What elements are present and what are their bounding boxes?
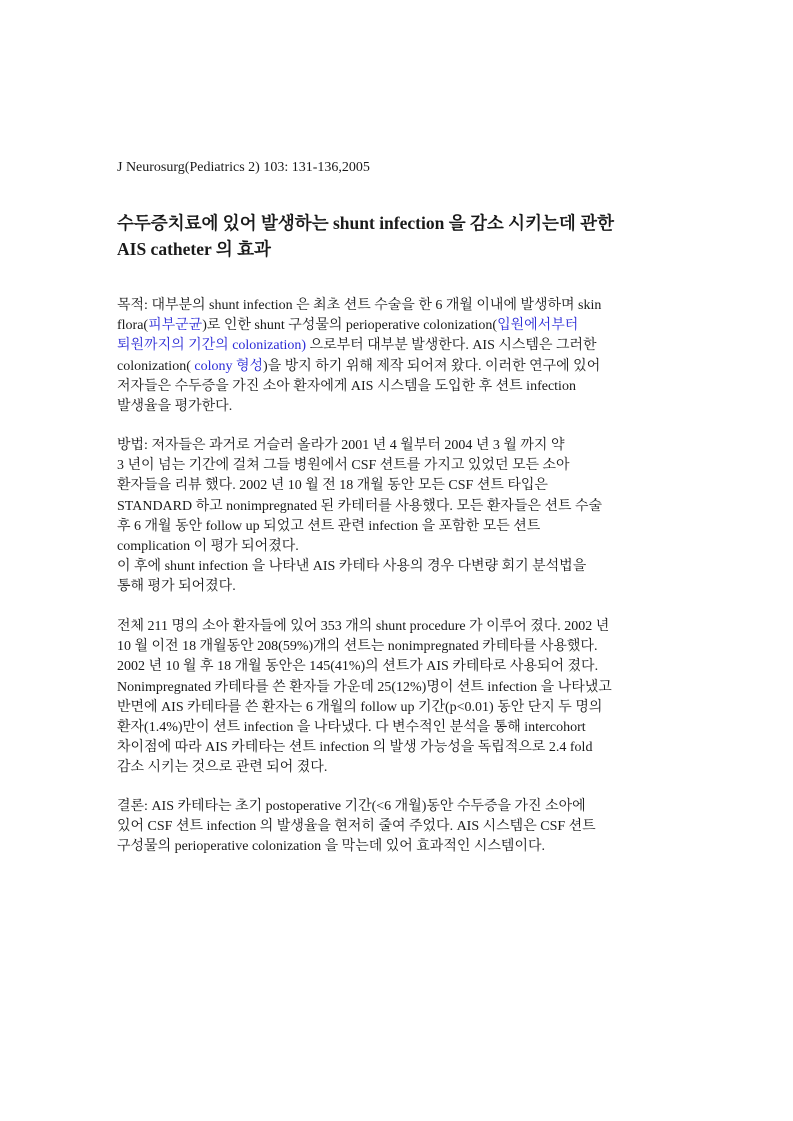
conclusion-line-2: 있어 CSF 션트 infection 의 발생율을 현저히 줄여 주었다. AIS 시스템은 CSF 션트: [117, 819, 596, 835]
purpose-line-4-text-b: )을 방지 하기 위해 제작 되어져 왔다. 이러한 연구에 있어: [263, 358, 601, 374]
results-line-7: 차이점에 따라 AIS 카테타는 션트 infection 의 발생 가능성을 독립적으로 2.4 fold: [117, 740, 593, 756]
purpose-line-2: [117, 316, 601, 336]
purpose-line-3-text: 으로부터 대부분 발생한다. AIS 시스템은 그러한: [306, 338, 597, 354]
conclusion-line-1: 결론: AIS 카테타는 초기 postoperative 기간(<6 개월)동안 수두증을 가진 소아에: [117, 799, 586, 814]
methods-paragraph: [117, 436, 602, 598]
purpose-line-2-text-a: flora(: [117, 318, 149, 334]
conclusion-paragraph: [117, 797, 596, 858]
results-line-3: 2002 년 10 월 후 18 개월 동안은 145(41%)의 션트가 AIS 카테타로 사용되어 졌다.: [117, 659, 599, 675]
purpose-line-5: 저자들은 수두증을 가진 소아 환자에게 AIS 시스템을 도입한 후 션트 infection: [117, 378, 576, 394]
title-line-2: AIS catheter 의 효과: [117, 239, 271, 259]
results-line-5: 반면에 AIS 카테타를 쓴 환자는 6 개월의 follow up 기간(p<0.01) 동안 단지 두 명의: [117, 699, 603, 715]
citation: J Neurosurg(Pediatrics 2) 103: 131-136,2005: [117, 160, 370, 175]
methods-line-3: 환자들을 리뷰 했다. 2002 년 10 월 전 18 개월 동안 모든 CSF 션트 타입은: [117, 478, 548, 494]
purpose-highlight-admission: 입원에서부터: [497, 318, 579, 334]
methods-line-6: complication 이 평가 되어졌다.: [117, 539, 299, 555]
methods-line-8: 통해 평가 되어졌다.: [117, 579, 236, 595]
article-title: [117, 210, 614, 262]
results-line-6: 환자(1.4%)만이 션트 infection 을 나타냈다. 다 변수적인 분석을 통해 intercohort: [117, 720, 586, 736]
methods-line-1: 방법: 저자들은 과거로 거슬러 올라가 2001 년 4 월부터 2004 년 3 월 까지 약: [117, 438, 565, 453]
methods-line-4: STANDARD 하고 nonimpregnated 된 카테터를 사용했다. 모든 환자들은 션트 수술: [117, 498, 603, 514]
purpose-line-2-text-b: )로 인한 shunt 구성물의 perioperative colonization(: [202, 318, 498, 334]
results-line-1: 전체 211 명의 소아 환자들에 있어 353 개의 shunt procedure 가 이루어 졌다. 2002 년: [117, 619, 610, 634]
conclusion-line-3: 구성물의 perioperative colonization 을 막는데 있어 효과적인 시스템이다.: [117, 839, 546, 855]
purpose-highlight-discharge: 퇴원까지의 기간의 colonization): [117, 338, 307, 354]
purpose-line-4: [117, 357, 601, 377]
methods-line-5: 후 6 개월 동안 follow up 되었고 션트 관련 infection 을 포함한 모든 션트: [117, 518, 541, 534]
purpose-highlight-skin-flora: 피부군균: [148, 318, 203, 334]
purpose-line-3: [117, 336, 601, 356]
results-line-8: 감소 시키는 것으로 관련 되어 졌다.: [117, 760, 328, 776]
results-paragraph: [117, 617, 612, 779]
title-line-1: 수두증치료에 있어 발생하는 shunt infection 을 감소 시키는데 관한: [117, 213, 614, 233]
results-line-4: Nonimpregnated 카테타를 쓴 환자들 가운데 25(12%)명이 션트 infection 을 나타냈고: [117, 679, 612, 695]
purpose-line-1: 목적: 대부분의 shunt infection 은 최초 션트 수술을 한 6 개월 이내에 발생하며 skin: [117, 298, 602, 313]
results-line-2: 10 월 이전 18 개월동안 208(59%)개의 션트는 nonimpregnated 카테타를 사용했다.: [117, 639, 598, 655]
purpose-line-4-text-a: colonization(: [117, 358, 195, 374]
methods-line-7: 이 후에 shunt infection 을 나타낸 AIS 카테타 사용의 경우 다변량 회기 분석법을: [117, 559, 587, 575]
methods-line-2: 3 년이 넘는 기간에 걸쳐 그들 병원에서 CSF 션트를 가지고 있었던 모든 소아: [117, 458, 570, 474]
purpose-paragraph: [117, 296, 601, 417]
purpose-line-6: 발생율을 평가한다.: [117, 399, 233, 415]
purpose-highlight-colony: colony 형성: [194, 358, 264, 374]
